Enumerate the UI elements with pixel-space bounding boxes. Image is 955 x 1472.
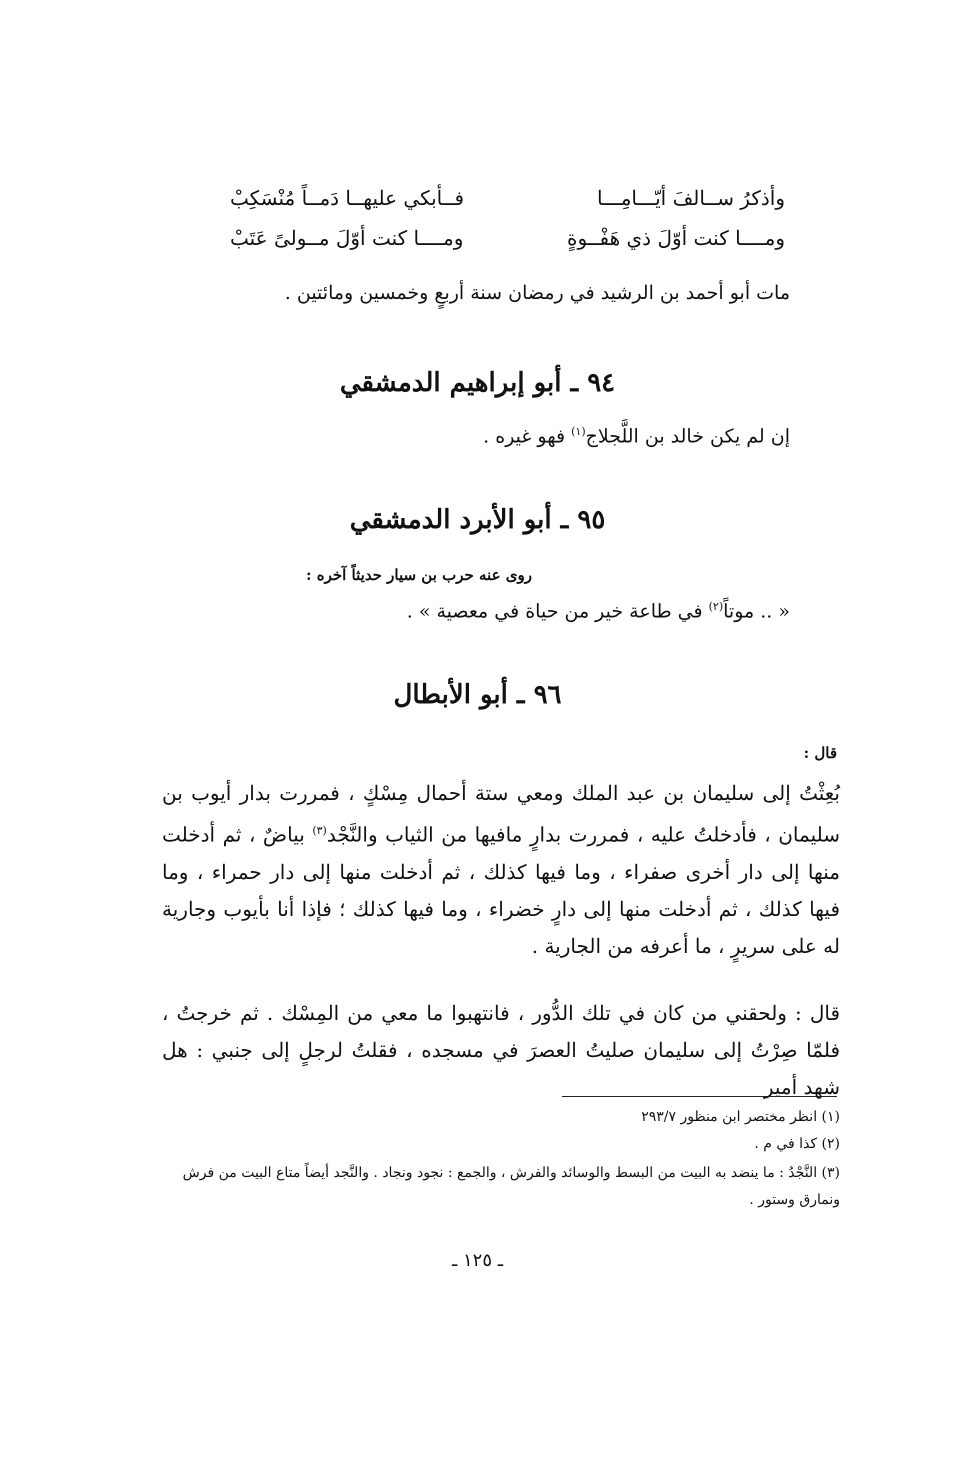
section-94-title: ٩٤ ـ أبو إبراهيم الدمشقي xyxy=(339,368,616,398)
section-95-quote-end: في طاعة خير من حياة في معصية » . xyxy=(406,600,703,623)
page-number: ـ ١٢٥ ـ xyxy=(451,1250,503,1271)
paragraph-1-part-a: بُعِثْتُ إلى سليمان بن عبد الملك ومعي ستة أحمال مِسْكٍ ، فمررت بدار أيوب بن سليمان ، فأدخلتُ عليه ، فمررت بدارٍ مافيها من الثياب والنَّجْد xyxy=(162,781,841,847)
section-95-intro: روى عنه حرب بن سيار حديثاً آخره : xyxy=(305,566,532,584)
section-95-title: ٩٥ ـ أبو الأبرد الدمشقي xyxy=(349,505,606,535)
section-96-qala: قال : xyxy=(803,744,837,762)
section-96-paragraph-1 xyxy=(162,775,840,965)
section-94-text-end: فهو غيره . xyxy=(483,425,566,448)
section-95-quote xyxy=(407,600,790,622)
footnote-ref-2: (٢) xyxy=(708,600,724,613)
footnote-3: (٣) النَّجْدُ : ما ينضد به البيت من البسط والوسائد والفرش ، والجمع : نجود ونجاد . والنَّجد أيضاً متاع البيت من فرش ونمارق وستور . xyxy=(182,1165,840,1208)
footnote-ref-1: (١) xyxy=(571,425,586,438)
section-96-title: ٩٦ ـ أبو الأبطال xyxy=(393,680,562,710)
footnote-ref-3: (٣) xyxy=(312,824,327,837)
section-96-paragraph-2: قال : ولحقني من كان في تلك الدُّور ، فانتهبوا ما معي من المِسْك . ثم خرجتُ ، فلمّا صِرْتُ إلى سليمان صليتُ العصرَ في مسجده ، فقلتُ لرجلٍ إلى جنبي : هل شهد أمير xyxy=(162,1001,840,1099)
verse-line-1 xyxy=(230,186,785,220)
verse-1-first-hemistich: وأذكرُ ســالفَ أيّـــامِـــا xyxy=(597,186,785,210)
verse-2-second-hemistich: ومــــا كنت أوّلَ مــولىً عَتَبْ xyxy=(230,226,464,250)
footnote-2: (٢) كذا في م . xyxy=(754,1136,840,1152)
verse-1-second-hemistich: فــأبكي عليهــا دَمــاً مُنْسَكِبْ xyxy=(230,186,465,210)
section-94-text xyxy=(483,425,790,447)
verse-line-2 xyxy=(230,226,785,260)
section-94-text-main: إن لم يكن خالد بن اللَّجلاج xyxy=(585,425,790,448)
footnote-separator xyxy=(562,1096,837,1097)
death-note: مات أبو أحمد بن الرشيد في رمضان سنة أربعٍ وخمسين ومائتين . xyxy=(284,282,790,304)
verse-2-first-hemistich: ومــــا كنت أوّلَ ذي هَفْــوةٍ xyxy=(566,226,785,250)
footnote-1: (١) انظر مختصر ابن منظور ٢٩٣/٧ xyxy=(641,1109,840,1125)
section-95-quote-start: « .. موتاً xyxy=(723,600,790,623)
paragraph-1-part-b: بياضٌ ، ثم أدخلت منها إلى دار أخرى صفراء ، وما فيها كذلك ، ثم أدخلت منها إلى دار حمراء ، وما فيها كذلك ، ثم أدخلت منها إلى دارٍ خضراء ، وما فيها كذلك ؛ فإذا أنا بأيوب وجارية له على سريرٍ ، ما أعرفه من الجارية . xyxy=(162,822,840,958)
